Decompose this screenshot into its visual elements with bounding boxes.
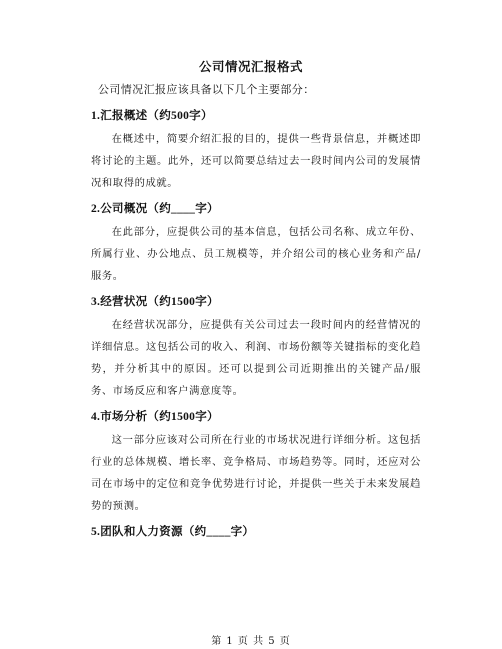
section-overview (91, 106, 421, 194)
section-company-profile (91, 199, 421, 287)
section-body: 在概述中，简要介绍汇报的目的，提供一些背景信息，并概述即将讨论的主题。此外，还可以简要总结过去一段时间内公司的发展情况和取得的成就。 (91, 133, 421, 189)
intro-paragraph: 公司情况汇报应该具备以下几个主要部分： (98, 83, 315, 96)
section-heading: 4.市场分析（约1500字） (91, 411, 219, 423)
section-team-hr (91, 522, 421, 542)
page-number-footer: 第 1 页 共 5 页 (211, 636, 291, 647)
section-heading: 1.汇报概述（约500字） (91, 110, 213, 122)
section-heading: 3.经营状况（约1500字） (91, 296, 219, 308)
section-market-analysis (91, 407, 421, 517)
document-title: 公司情况汇报格式 (198, 59, 303, 74)
section-body: 这一部分应该对公司所在行业的市场状况进行详细分析。这包括行业的总体规模、增长率、竞争格局、市场趋势等。同时，还应对公司在市场中的定位和竞争优势进行讨论，并提供一些关于未来发展趋势的预测。 (91, 434, 421, 512)
section-body: 在经营状况部分，应提供有关公司过去一段时间内的经营情况的详细信息。这包括公司的收入、利润、市场份额等关键指标的变化趋势，并分析其中的原因。还可以提到公司近期推出的关键产品/服务、市场反应和客户满意度等。 (91, 319, 421, 397)
section-body: 在此部分，应提供公司的基本信息，包括公司名称、成立年份、所属行业、办公地点、员工规模等，并介绍公司的核心业务和产品/服务。 (91, 226, 421, 282)
section-operations (91, 292, 421, 402)
section-heading: 2.公司概况（约____字） (91, 203, 219, 215)
section-heading: 5.团队和人力资源（约____字） (91, 526, 255, 538)
document-content (91, 79, 421, 547)
